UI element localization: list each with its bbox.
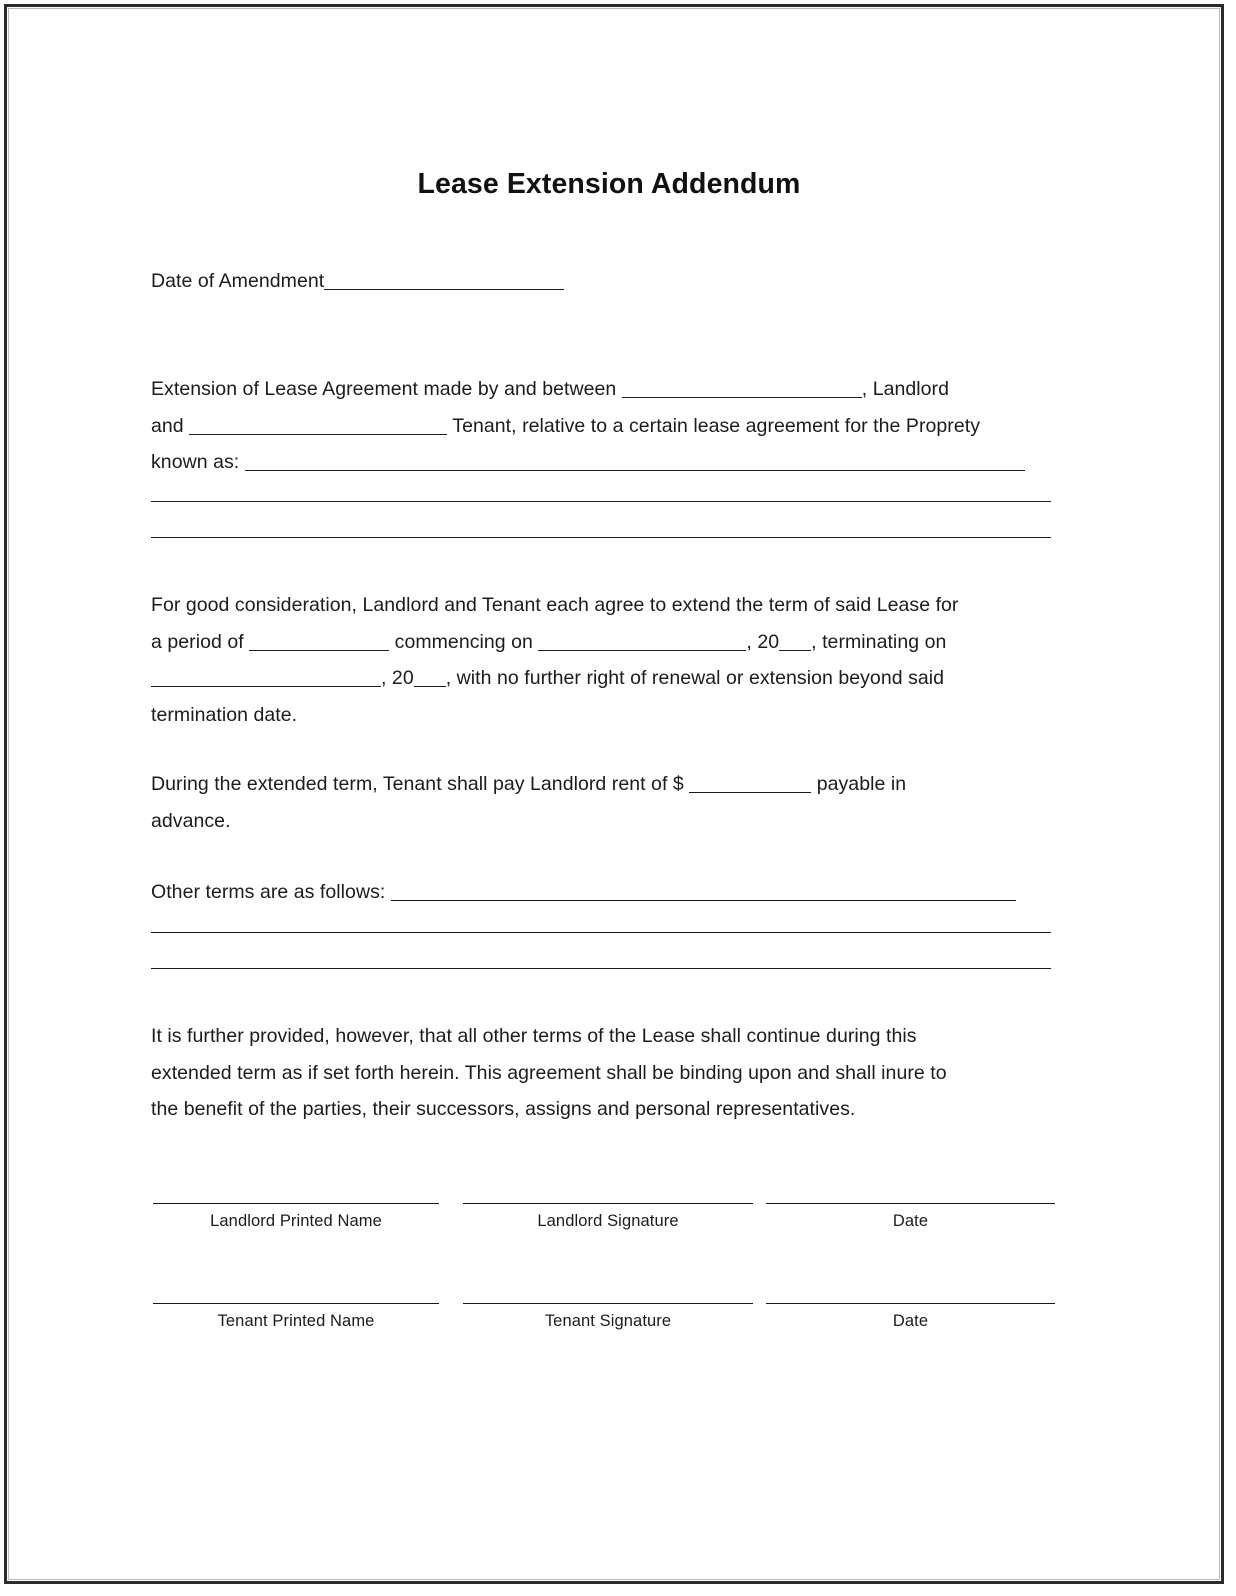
signature-block xyxy=(151,1203,1067,1403)
landlord-signature-label: Landlord Signature xyxy=(537,1212,679,1230)
tenant-signature-line[interactable] xyxy=(463,1303,753,1304)
landlord-signature-field[interactable] xyxy=(463,1203,753,1231)
extension-text-1: Extension of Lease Agreement made by and between xyxy=(151,378,617,400)
date-of-amendment-line xyxy=(151,263,1067,300)
consideration-text-6: , 20 xyxy=(381,667,414,689)
consideration-text-2: a period of xyxy=(151,630,244,653)
tenant-printed-name-line[interactable] xyxy=(153,1303,439,1304)
date-of-amendment-label: Date of Amendment xyxy=(151,270,325,292)
consideration-text-4: , 20 xyxy=(746,630,780,653)
consideration-text-1: For good consideration, Landlord and Tenant each agree to extend the term of said Lease for xyxy=(151,594,959,616)
landlord-name-blank[interactable] xyxy=(622,382,862,398)
tenant-date-line[interactable] xyxy=(766,1303,1055,1304)
rent-paragraph xyxy=(151,766,1067,839)
commencement-year-blank[interactable] xyxy=(779,635,811,651)
other-terms-line xyxy=(151,874,1067,911)
tenant-name-blank[interactable] xyxy=(189,419,447,435)
property-known-as-blank[interactable] xyxy=(245,455,1025,471)
date-of-amendment-blank[interactable] xyxy=(324,274,564,290)
other-terms-label: Other terms are as follows: xyxy=(151,881,386,903)
tenant-date-field[interactable] xyxy=(766,1303,1055,1331)
property-line-3[interactable] xyxy=(151,537,1051,538)
consideration-paragraph xyxy=(151,587,1067,733)
landlord-printed-name-field[interactable] xyxy=(153,1203,439,1231)
document-page-frame xyxy=(4,4,1224,1584)
tenant-printed-name-field[interactable] xyxy=(153,1303,439,1331)
commencement-date-blank[interactable] xyxy=(538,635,746,651)
signature-row-tenant xyxy=(151,1303,1067,1403)
tenant-signature-field[interactable] xyxy=(463,1303,753,1331)
landlord-date-field[interactable] xyxy=(766,1203,1055,1231)
rent-amount-blank[interactable] xyxy=(689,777,811,793)
consideration-text-8: termination date. xyxy=(151,703,298,726)
landlord-printed-name-line[interactable] xyxy=(153,1203,439,1204)
tenant-printed-name-label: Tenant Printed Name xyxy=(217,1312,375,1330)
landlord-date-label: Date xyxy=(892,1212,929,1230)
signature-row-landlord xyxy=(151,1203,1067,1303)
other-terms-blank[interactable] xyxy=(391,885,1016,901)
closing-text-1: It is further provided, however, that all other terms of the Lease shall continue during this xyxy=(151,1025,917,1047)
extension-text-3: and xyxy=(151,414,184,437)
closing-text-2: extended term as if set forth herein. This agreement shall be binding upon and shall inure to xyxy=(151,1061,947,1084)
tenant-signature-label: Tenant Signature xyxy=(544,1312,672,1330)
extension-text-5: known as: xyxy=(151,451,240,473)
period-blank[interactable] xyxy=(249,635,389,651)
tenant-date-label: Date xyxy=(892,1312,929,1330)
extension-text-2: , Landlord xyxy=(861,378,949,400)
consideration-text-3: commencing on xyxy=(394,630,533,653)
rent-text-2: payable in xyxy=(816,773,907,795)
other-terms-line-3[interactable] xyxy=(151,968,1051,969)
closing-paragraph xyxy=(151,1018,1067,1128)
document-body xyxy=(151,7,1067,1581)
landlord-printed-name-label: Landlord Printed Name xyxy=(210,1212,382,1230)
extension-paragraph xyxy=(151,371,1067,481)
landlord-signature-line[interactable] xyxy=(463,1203,753,1204)
rent-text-1: During the extended term, Tenant shall pay Landlord rent of $ xyxy=(151,773,684,795)
page-title: Lease Extension Addendum xyxy=(417,168,801,201)
property-line-2[interactable] xyxy=(151,501,1051,502)
termination-date-blank[interactable] xyxy=(151,671,381,687)
closing-text-3: the benefit of the parties, their successors, assigns and personal representatives. xyxy=(151,1098,856,1120)
consideration-text-7: , with no further right of renewal or extension beyond said xyxy=(445,667,945,689)
termination-year-blank[interactable] xyxy=(414,671,446,687)
consideration-text-5: , terminating on xyxy=(811,630,947,653)
other-terms-line-2[interactable] xyxy=(151,932,1051,933)
rent-text-3: advance. xyxy=(151,809,231,832)
extension-text-4: Tenant, relative to a certain lease agreement for the Proprety xyxy=(452,414,981,437)
landlord-date-line[interactable] xyxy=(766,1203,1055,1204)
